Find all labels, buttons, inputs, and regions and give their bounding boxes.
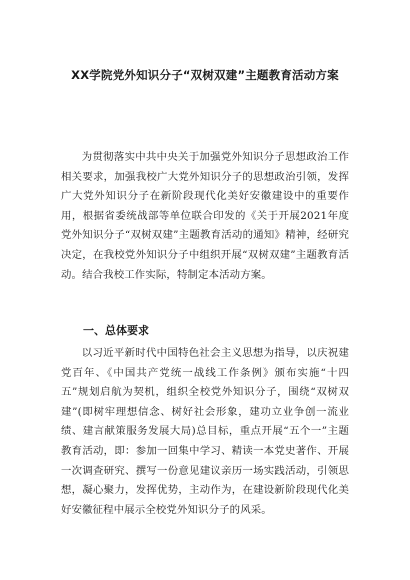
intro-paragraph-block [61, 148, 349, 285]
section-paragraph-general-requirements: 以习近平新时代中国特色社会主义思想为指导，以庆祝建党百年、《中国共产党统一战线工作条例》颁布实施“十四五”规划启航为契机，组织全校党外知识分子，围绕“双树双建”(即树牢理想信念、树好社会形象，建功立业争创一流业绩、建言献策服务发展大局)总目标，重点开展“五个一”主题教育活动，即：参加一回集中学习、精读一本党史著作、开展一次调查研究、撰写一份意见建议亲历一场实践活动，引领思想，凝心聚力，发挥优势，主动作为，在建设新阶段现代化美好安徽征程中展示全校党外知识分子的风采。 [61, 347, 349, 516]
section-paragraph-block [61, 344, 349, 520]
section-heading-block [61, 321, 349, 341]
document-title: XX学院党外知识分子“双树双建”主题教育活动方案 [71, 68, 339, 82]
section-heading-general-requirements: 一、总体要求 [83, 324, 149, 337]
intro-paragraph: 为贯彻落实中共中央关于加强党外知识分子思想政治工作相关要求，加强我校广大党外知识分子的思想政治引领，发挥广大党外知识分子在新阶段现代化美好安徽建设中的重要作用，根据省委统战部等单位联合印发的《关于开展2021年度党外知识分子“双树双建”主题教育活动的通知》精神，经研究决定，在我校党外知识分子中组织开展“双树双建”主题教育活动。结合我校工作实际，特制定本活动方案。 [61, 151, 349, 281]
